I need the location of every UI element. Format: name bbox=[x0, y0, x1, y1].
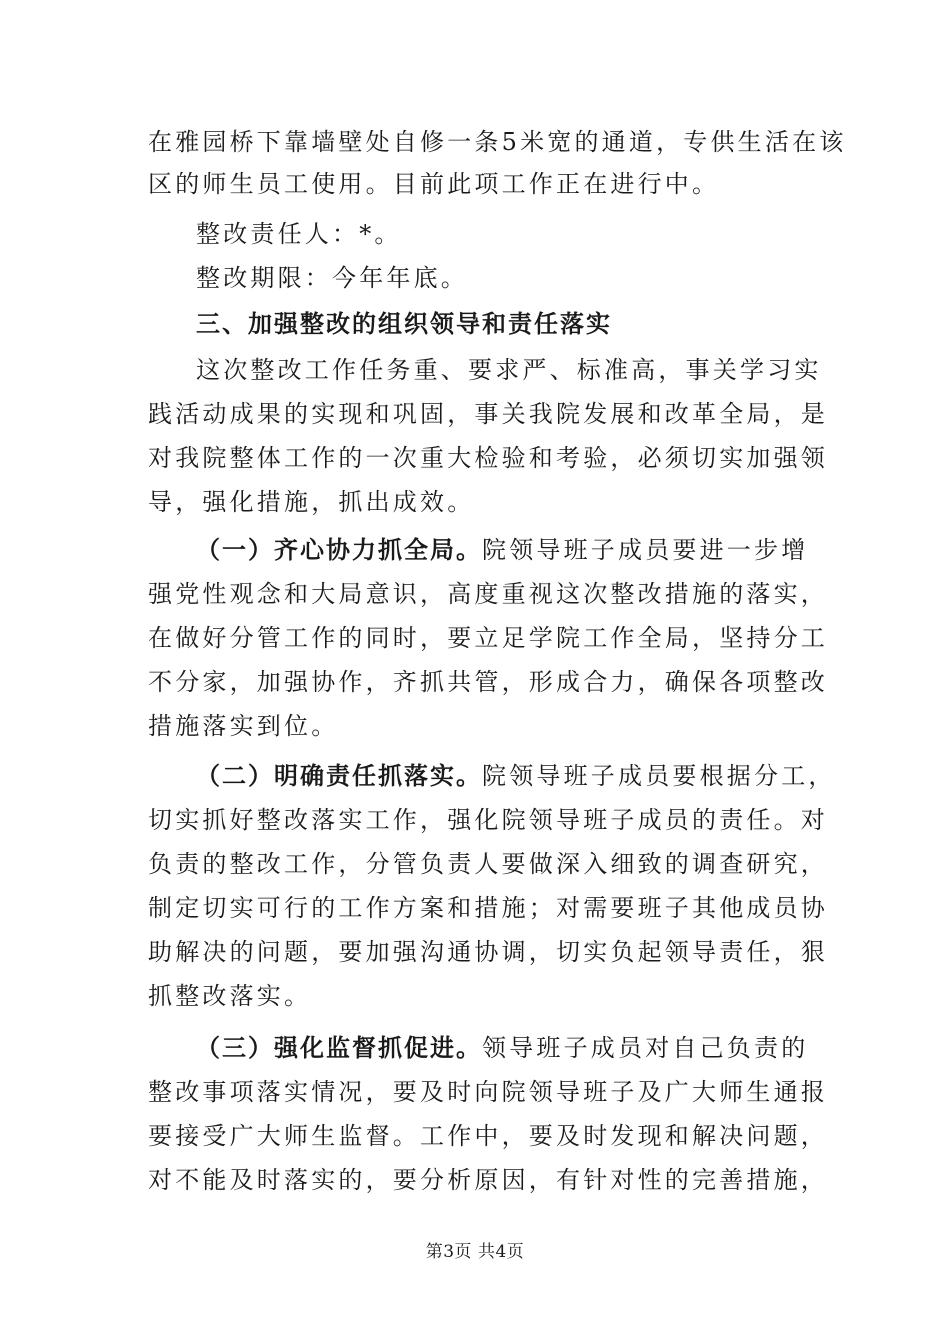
page-number-footer: 第3页 共4页 bbox=[425, 1242, 525, 1262]
paragraph-line: 负责的整改工作，分管负责人要做深入细致的调查研究， bbox=[148, 850, 828, 878]
paragraph-line: 对不能及时落实的，要分析原因，有针对性的完善措施， bbox=[148, 1166, 828, 1194]
paragraph-line: 助解决的问题，要加强沟通协调，切实负起领导责任，狠 bbox=[148, 938, 828, 966]
paragraph-line bbox=[196, 530, 856, 570]
subsection-heading: （三）强化监督抓促进。 bbox=[196, 1034, 482, 1062]
paragraph-line: 制定切实可行的工作方案和措施；对需要班子其他成员协 bbox=[148, 894, 828, 922]
paragraph-text: 院领导班子成员要进一步增 bbox=[482, 536, 809, 564]
paragraph-line: 对我院整体工作的一次重大检验和考验，必须切实加强领 bbox=[148, 444, 828, 472]
paragraph-line: 践活动成果的实现和巩固，事关我院发展和改革全局，是 bbox=[148, 400, 828, 428]
subsection-heading: （二）明确责任抓落实。 bbox=[196, 762, 482, 790]
rectification-deadline: 整改期限：今年年底。 bbox=[196, 264, 468, 292]
paragraph-line: 在做好分管工作的同时，要立足学院工作全局，坚持分工 bbox=[148, 624, 828, 652]
paragraph-line: 抓整改落实。 bbox=[148, 982, 312, 1010]
paragraph-line: 整改事项落实情况，要及时向院领导班子及广大师生通报 bbox=[148, 1078, 828, 1106]
rectification-owner: 整改责任人：*。 bbox=[196, 220, 402, 248]
paragraph-line bbox=[196, 1028, 856, 1068]
paragraph-line: 区的师生员工使用。目前此项工作正在进行中。 bbox=[148, 170, 720, 198]
paragraph-line bbox=[196, 756, 856, 796]
paragraph-line: 在雅园桥下靠墙壁处自修一条5米宽的通道，专供生活在该 bbox=[148, 128, 847, 156]
paragraph-line: 这次整改工作任务重、要求严、标准高，事关学习实 bbox=[196, 356, 822, 384]
paragraph-line: 措施落实到位。 bbox=[148, 712, 339, 740]
subsection-heading: （一）齐心协力抓全局。 bbox=[196, 536, 482, 564]
paragraph-line: 切实抓好整改落实工作，强化院领导班子成员的责任。对 bbox=[148, 806, 828, 834]
paragraph-line: 不分家，加强协作，齐抓共管，形成合力，确保各项整改 bbox=[148, 668, 828, 696]
section-heading: 三、加强整改的组织领导和责任落实 bbox=[196, 310, 612, 338]
paragraph-line: 导，强化措施，抓出成效。 bbox=[148, 488, 475, 516]
paragraph-text: 院领导班子成员要根据分工， bbox=[482, 762, 836, 790]
paragraph-text: 领导班子成员对自己负责的 bbox=[482, 1034, 809, 1062]
paragraph-line: 强党性观念和大局意识，高度重视这次整改措施的落实， bbox=[148, 580, 828, 608]
paragraph-line: 要接受广大师生监督。工作中，要及时发现和解决问题， bbox=[148, 1122, 828, 1150]
